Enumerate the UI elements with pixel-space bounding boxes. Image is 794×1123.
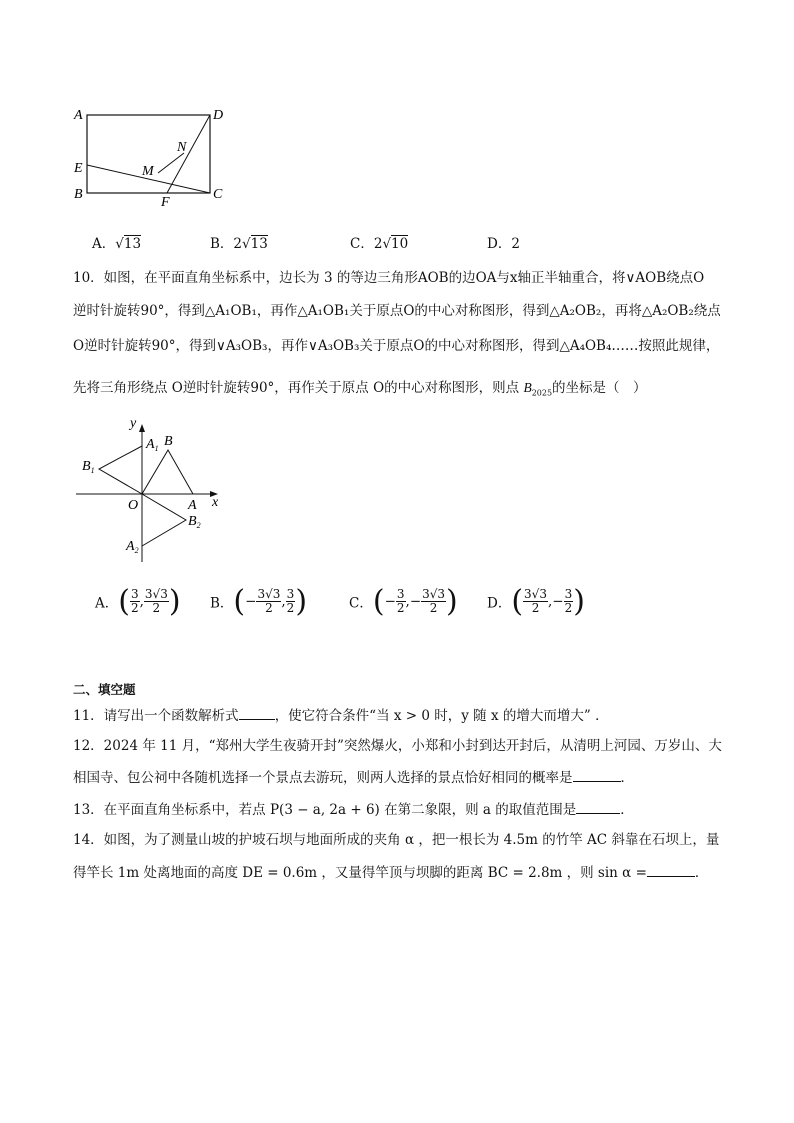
label-C: C — [213, 187, 223, 202]
q9-option-a[interactable]: A．√13 — [92, 236, 142, 252]
q10-line-4: 先将三角形绕点 O逆时针旋转90°，再作关于原点 O的中心对称图形，则点 $B_{2025}$的坐标是（ ） — [73, 380, 647, 398]
q14-line-2: 得竿长 1m 处离地面的高度 DE = 0.6m ，又量得竿顶与坝脚的距离 BC = 2.8m ，则 sin α = ． — [73, 862, 708, 883]
label-A2: $A_2$ — [126, 539, 139, 555]
section-title: 二、填空题 — [73, 682, 136, 697]
q9-option-d[interactable]: D．2 — [487, 236, 520, 252]
label-M: M — [142, 164, 154, 179]
q10-option-d[interactable]: D．( $\frac{3√3}{2}$ ,− $\frac{3}{2}$ ) — [487, 584, 585, 619]
q11-text: 11．请写出一个函数解析式 ，使它符合条件“当 x > 0 时，y 随 x 的增大而增大” ． — [73, 705, 609, 726]
axis-x-label: x — [212, 495, 219, 510]
q10-option-c[interactable]: C．(− $\frac{3}{2}$ ,− $\frac{3√3}{2}$ ) — [349, 584, 458, 619]
label-A: A — [188, 498, 197, 513]
label-A1: $A_1$ — [146, 437, 159, 453]
q9-option-c[interactable]: C．2√10 — [350, 236, 409, 252]
label-B2: $B_2$ — [188, 514, 201, 530]
q9-figure — [70, 100, 230, 212]
q10-line-2: 逆时针旋转90°，得到△A₁OB₁，再作△A₁OB₁关于原点O的中心对称图形，得到△A₂OB₂，再将△A₂OB₂绕点 — [73, 303, 721, 319]
label-O: O — [128, 498, 139, 513]
label-D: D — [213, 108, 224, 123]
q10-option-a[interactable]: A．( $\frac{3}{2}$ , $\frac{3√3}{2}$ ) — [95, 584, 181, 619]
label-F: F — [161, 195, 170, 210]
axis-y-label: y — [130, 416, 137, 431]
q14-line-1: 14．如图，为了测量山坡的护坡石坝与地面所成的夹角 α ，把一根长为 4.5m 的竹竿 AC 斜靠在石坝上，量 — [73, 832, 720, 848]
q11-answer-blank[interactable] — [239, 705, 275, 720]
q12-line-2: 相国寺、包公祠中各随机选择一个景点去游玩，则两人选择的景点恰好相同的概率是 ． — [73, 767, 634, 788]
label-B1: $B_1$ — [82, 459, 95, 475]
q13-answer-blank[interactable] — [576, 799, 620, 814]
q14-answer-blank[interactable] — [647, 862, 695, 877]
label-A: A — [74, 108, 83, 123]
label-B: B — [74, 187, 83, 202]
label-N: N — [177, 140, 187, 155]
q10-figure — [72, 412, 232, 567]
q10-line-1: 10．如图，在平面直角坐标系中，边长为 3 的等边三角形AOB的边OA与x轴正半轴重合，将∨AOB绕点O — [73, 270, 705, 286]
label-E: E — [74, 161, 83, 176]
label-B: B — [164, 434, 173, 449]
q10-line-3: O逆时针旋转90°，得到∨A₃OB₃，再作∨A₃OB₃关于原点O的中心对称图形，得到△A₄OB₄……按照此规律， — [73, 338, 720, 354]
q10-option-b[interactable]: B．(− $\frac{3√3}{2}$ , $\frac{3}{2}$ ) — [210, 584, 308, 619]
q9-option-b[interactable]: B．2√13 — [210, 236, 268, 252]
q13-text: 13．在平面直角坐标系中，若点 P(3 − a, 2a + 6) 在第二象限，则 a 的取值范围是 ． — [73, 799, 634, 820]
q12-line-1: 12．2024 年 11 月，“郑州大学生夜骑开封”突然爆火，小郑和小封到达开封后，从清明上河园、万岁山、大 — [73, 738, 722, 754]
q12-answer-blank[interactable] — [573, 767, 621, 782]
